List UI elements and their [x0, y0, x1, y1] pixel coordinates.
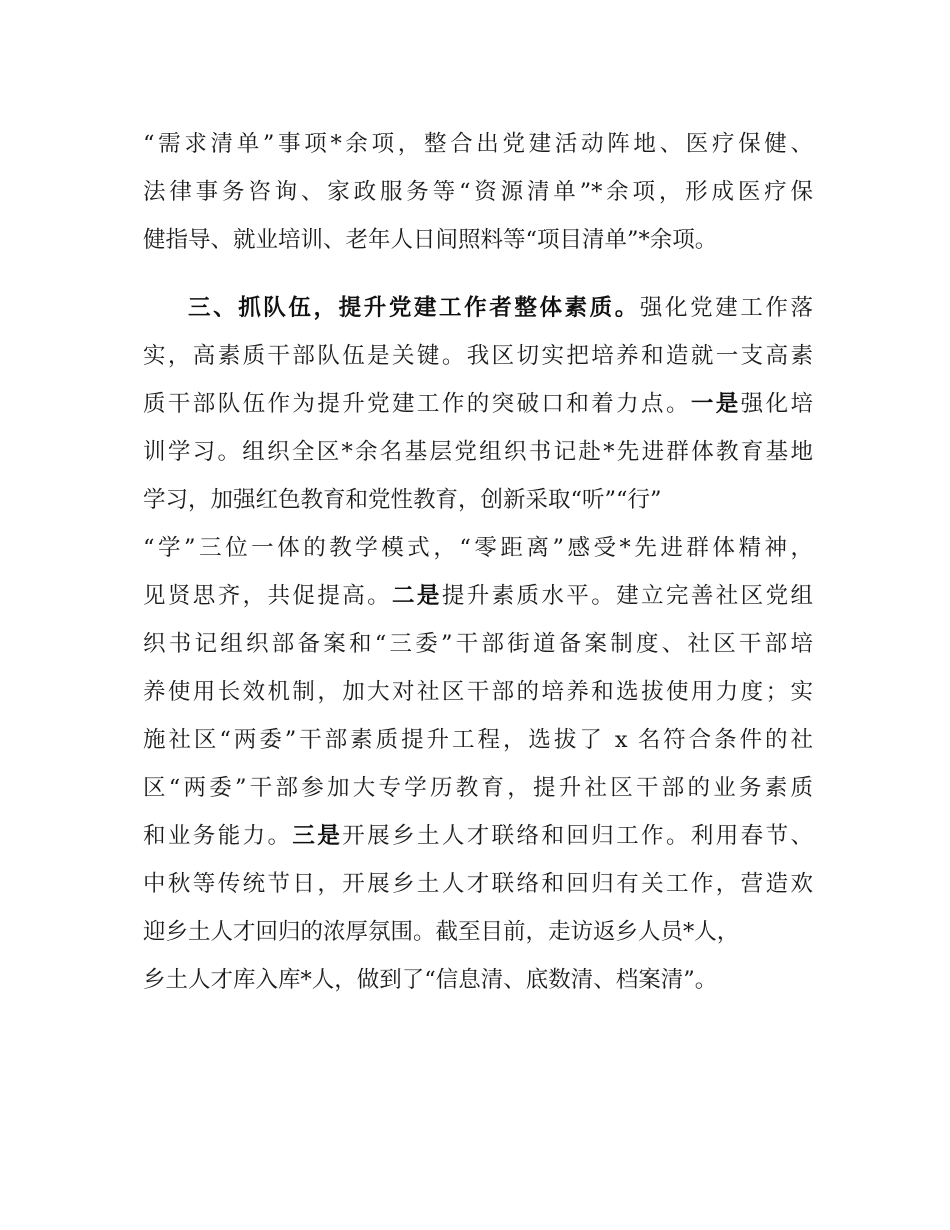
paragraph-2-line-9: 养使用长效机制，加大对社区干部的培养和选拔使用力度；实	[143, 679, 813, 705]
line-text: 提升素质水平。建立完善社区党组	[441, 583, 813, 609]
paragraph-2-line-3	[143, 380, 813, 428]
section-heading: 三、抓队伍，提升党建工作者整体素质。	[188, 295, 640, 321]
paragraph-2-line-12	[143, 812, 813, 860]
paragraph-2-line-13: 中秋等传统节日，开展乡土人才联络和回归有关工作，营造欢	[143, 871, 813, 897]
line-text: 见贤思齐，共促提高。	[143, 583, 393, 609]
paragraph-1-line-2: 法律事务咨询、家政服务等“资源清单”*余项，形成医疗保	[143, 179, 813, 205]
paragraph-1-line-3: 健指导、就业培训、老年人日间照料等“项目清单”*余项。	[143, 227, 718, 253]
point-label-2: 二是	[392, 583, 442, 609]
line-text: 和业务能力。	[143, 823, 293, 849]
paragraph-2-line-5: 学习，加强红色教育和党性教育，创新采取“听”“行”	[143, 487, 662, 513]
paragraph-2-line-14: 迎乡土人才回归的浓厚氛围。截至目前，走访返乡人员*人，	[143, 919, 740, 945]
paragraph-2-line-1	[188, 284, 813, 332]
paragraph-2-line-10: 施社区“两委”干部素质提升工程，选拔了 x 名符合条件的社	[143, 727, 813, 753]
paragraph-2-line-2: 实，高素质干部队伍是关键。我区切实把培养和造就一支高素	[143, 343, 813, 369]
line-text: 开展乡土人才联络和回归工作。利用春节、	[342, 823, 813, 849]
point-label-1: 一是	[690, 391, 741, 417]
line-text: 强化培	[740, 391, 813, 417]
line-text: 质干部队伍作为提升党建工作的突破口和着力点。	[143, 391, 691, 417]
paragraph-2-line-8: 织书记组织部备案和“三委”干部街道备案制度、社区干部培	[143, 631, 813, 657]
paragraph-2-line-6: “学”三位一体的教学模式，“零距离”感受*先进群体精神，	[143, 535, 813, 561]
paragraph-2-line-7	[143, 572, 813, 620]
paragraph-1-line-1: “需求清单”事项*余项，整合出党建活动阵地、医疗保健、	[143, 131, 813, 157]
paragraph-2-line-4: 训学习。组织全区*余名基层党组织书记赴*先进群体教育基地	[143, 439, 813, 465]
point-label-3: 三是	[292, 823, 343, 849]
line-text: 强化党建工作落	[639, 295, 813, 321]
paragraph-2-line-15: 乡土人才库入库*人，做到了“信息清、底数清、档案清”。	[143, 967, 718, 993]
paragraph-2-line-11: 区“两委”干部参加大专学历教育，提升社区干部的业务素质	[143, 775, 813, 801]
